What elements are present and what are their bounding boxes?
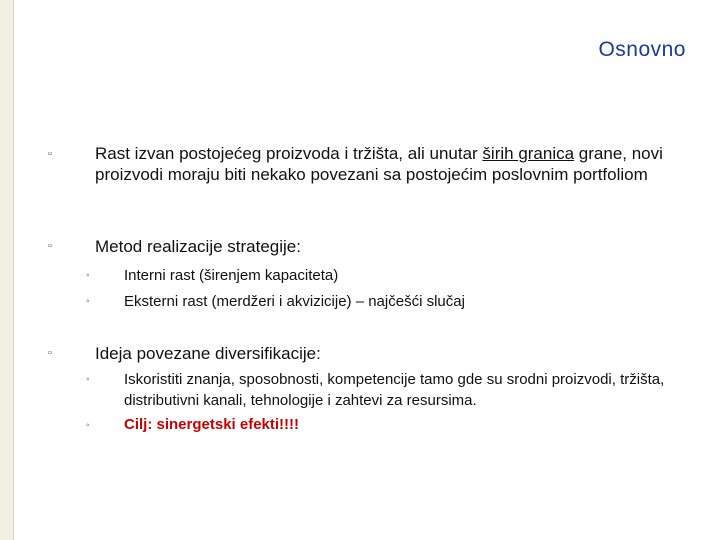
sub-bullet-icon: ◦ xyxy=(86,296,90,307)
point-3-text: Ideja povezane diversifikacije: xyxy=(95,344,321,363)
slide-sidebar-strip xyxy=(0,0,14,540)
point-3-sub-2-goal: Cilj: sinergetski efekti!!!! xyxy=(124,416,300,433)
point-3-sub-1: Iskoristiti znanja, sposobnosti, kompetencije tamo gde su srodni proizvodi, tržišta, distributivni kanali, tehnologije i zahtevi za resursima. xyxy=(124,371,665,409)
point-2-sub-2: Eksterni rast (merdžeri i akvizicije) – najčešći slučaj xyxy=(124,293,465,310)
point-1-text xyxy=(95,143,675,185)
sub-bullet-icon: ◦ xyxy=(86,270,90,281)
point-2-text: Metod realizacije strategije: xyxy=(95,237,301,256)
point-1-text-before: Rast izvan postojećeg proizvoda i tržišta, ali unutar xyxy=(95,144,483,163)
bullet-icon xyxy=(48,240,62,252)
point-1-text-after: grane, novi proizvodi moraju biti nekako povezani sa postojećim poslovnim portfoliom xyxy=(95,144,663,184)
point-1-text-underlined: širih granica xyxy=(482,144,575,163)
sub-bullet-icon: ◦ xyxy=(86,420,90,431)
point-2-sub-1: Interni rast (širenjem kapaciteta) xyxy=(124,267,339,284)
sub-bullet-icon: ◦ xyxy=(86,374,90,385)
bullet-icon xyxy=(48,347,62,359)
bullet-icon xyxy=(48,148,62,160)
slide-title: Osnovno xyxy=(598,38,686,61)
